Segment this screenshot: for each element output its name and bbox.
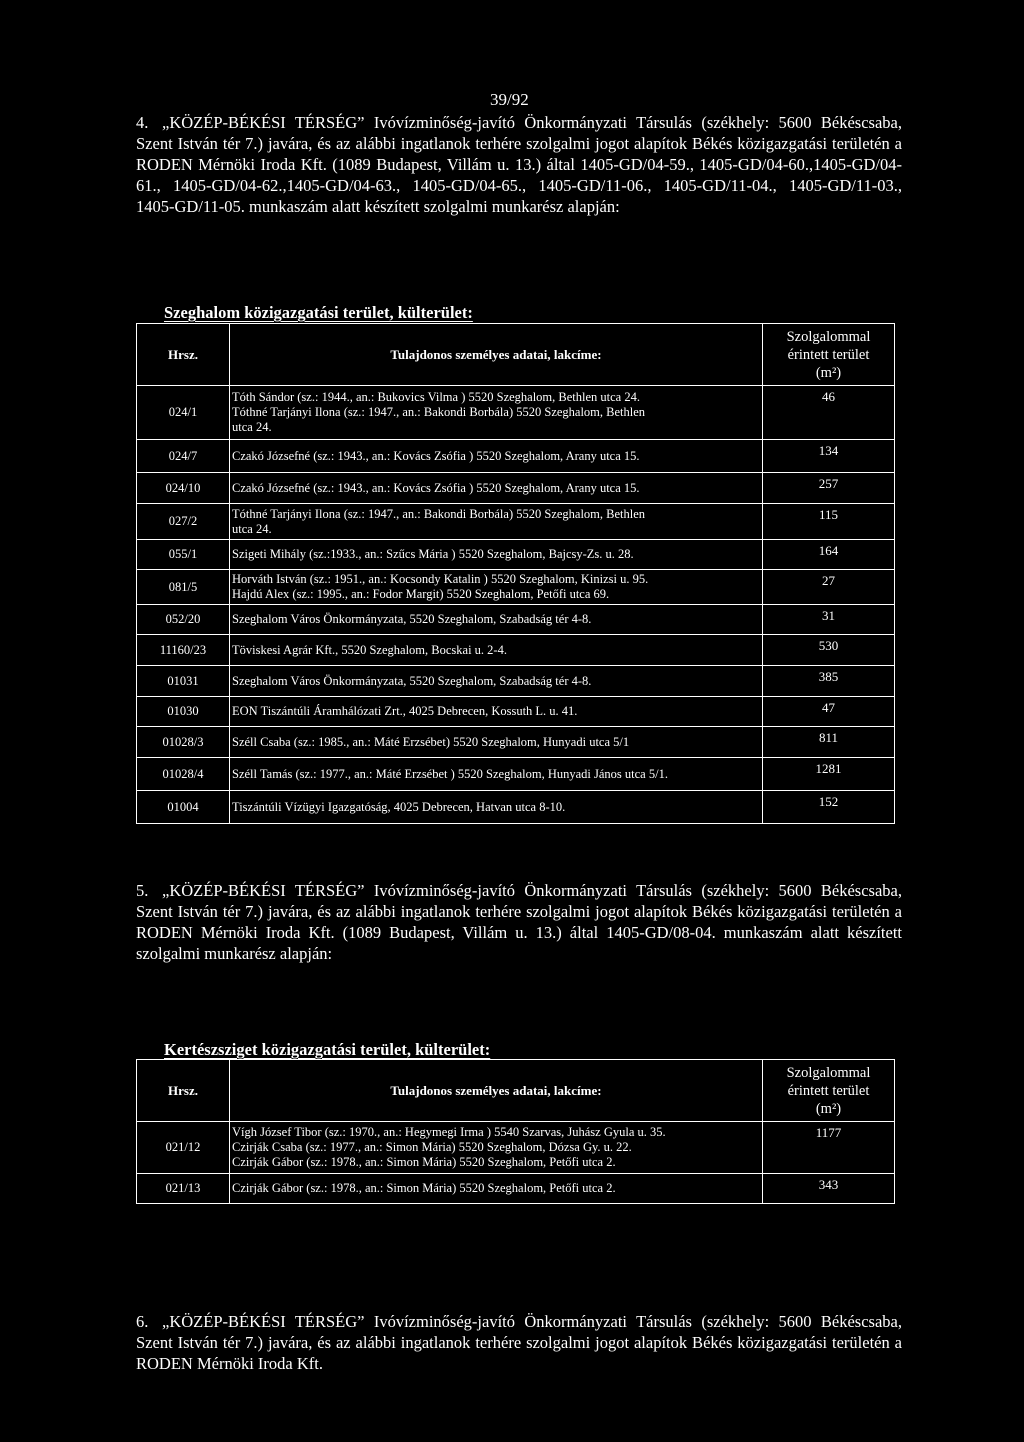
header-hrsz: Hrsz. [137, 324, 230, 386]
section-5 [136, 880, 902, 964]
cell-owner [230, 605, 763, 635]
owner-line: Szeghalom Város Önkormányzata, 5520 Szeghalom, Szabadság tér 4-8. [232, 612, 592, 626]
owner-line: Tóth Sándor (sz.: 1944., an.: Bukovics Vilma ) 5520 Szeghalom, Bethlen utca 24. [232, 390, 640, 404]
owner-line: Széll Csaba (sz.: 1985., an.: Máté Erzsébet) 5520 Szeghalom, Hunyadi utca 5/1 [232, 734, 630, 749]
table-header-row [137, 1060, 895, 1122]
header-area [763, 1060, 895, 1122]
section-paragraph [136, 880, 902, 964]
owner-line: Vígh József Tibor (sz.: 1970., an.: Hegymegi Irma ) 5540 Szarvas, Juhász Gyula u. 35. [232, 1125, 666, 1139]
cell-hrsz: 01028/3 [137, 727, 230, 758]
cell-area: 152 [763, 791, 895, 824]
section-number: 6. [136, 1312, 149, 1331]
cell-owner [230, 791, 763, 824]
table-row [137, 386, 895, 440]
cell-owner [230, 540, 763, 570]
owner-line: utca 24. [232, 420, 272, 434]
table-row [137, 504, 895, 540]
table-row [137, 540, 895, 570]
header-area-line: Szolgalommal [786, 328, 871, 345]
cell-owner [230, 1122, 763, 1174]
cell-hrsz: 024/1 [137, 386, 230, 440]
section-text: „KÖZÉP-BÉKÉSI TÉRSÉG” Ivóvízminőség-javító Önkormányzati Társulás (székhely: 5600 Békéscsaba, Szent István tér 7.) javára, és az alábbi ingatlanok terhére szolgalmi jogot alapítok Békés közigazgatási területén a RODEN Mérnöki Iroda Kft. (1089 Budapest, Villám u. 13.) által 1405-GD/08-04. munkaszám alatt készített szolgalmi munkarész alapján: [136, 881, 902, 963]
owner-line: EON Tiszántúli Áramhálózati Zrt., 4025 Debrecen, Kossuth L. u. 41. [232, 704, 578, 718]
cell-area: 1177 [763, 1122, 895, 1174]
table-row [137, 605, 895, 635]
owner-line: Hajdú Alex (sz.: 1995., an.: Fodor Margit) 5520 Szeghalom, Petőfi utca 69. [232, 587, 610, 601]
owner-line: Szeghalom Város Önkormányzata, 5520 Szeghalom, Szabadság tér 4-8. [232, 673, 592, 688]
cell-owner [230, 440, 763, 473]
cell-area: 27 [763, 570, 895, 605]
property-table-kerteszsziget [136, 1059, 895, 1204]
cell-owner [230, 1174, 763, 1204]
cell-area: 164 [763, 540, 895, 570]
cell-hrsz: 027/2 [137, 504, 230, 540]
table-row [137, 635, 895, 666]
header-hrsz: Hrsz. [137, 1060, 230, 1122]
header-area-line: érintett terület [787, 346, 870, 363]
owner-line: Horváth István (sz.: 1951., an.: Kocsondy Katalin ) 5520 Szeghalom, Kinizsi u. 95. [232, 572, 649, 586]
owner-line: Szigeti Mihály (sz.:1933., an.: Szűcs Mária ) 5520 Szeghalom, Bajcsy-Zs. u. 28. [232, 547, 634, 561]
section-4 [136, 112, 902, 217]
cell-owner [230, 666, 763, 697]
cell-hrsz: 01028/4 [137, 758, 230, 791]
section-text: „KÖZÉP-BÉKÉSI TÉRSÉG” Ivóvízminőség-javító Önkormányzati Társulás (székhely: 5600 Békéscsaba, Szent István tér 7.) javára, és az alábbi ingatlanok terhére szolgalmi jogot alapítok Békés közigazgatási területén a RODEN Mérnöki Iroda Kft. (1089 Budapest, Villám u. 13.) által 1405-GD/04-59., 1405-GD/04-60.,1405-GD/04-61., 1405-GD/04-62.,1405-GD/04-63., 1405-GD/04-65., 1405-GD/11-06., 1405-GD/11-04., 1405-GD/11-03., 1405-GD/11-05. munkaszám alatt készített szolgalmi munkarész alapján: [136, 113, 902, 216]
cell-area: 31 [763, 605, 895, 635]
table1-heading: Szeghalom közigazgatási terület, külterület: [164, 303, 473, 322]
cell-owner [230, 473, 763, 504]
cell-hrsz: 024/10 [137, 473, 230, 504]
header-area [763, 324, 895, 386]
cell-area: 46 [763, 386, 895, 440]
cell-hrsz: 11160/23 [137, 635, 230, 666]
property-table-szeghalom [136, 323, 895, 824]
header-area-line: (m²) [815, 364, 842, 381]
table-row [137, 1174, 895, 1204]
table-row [137, 1122, 895, 1174]
table-row [137, 791, 895, 824]
cell-owner [230, 758, 763, 791]
owner-line: Tóthné Tarjányi Ilona (sz.: 1947., an.: Bakondi Borbála) 5520 Szeghalom, Bethlen [232, 506, 646, 521]
table-row [137, 440, 895, 473]
cell-owner [230, 386, 763, 440]
cell-hrsz: 01031 [137, 666, 230, 697]
cell-owner [230, 570, 763, 605]
table-row [137, 570, 895, 605]
cell-owner [230, 727, 763, 758]
owner-line: Czirják Gábor (sz.: 1978., an.: Simon Mária) 5520 Szeghalom, Petőfi utca 2. [232, 1155, 616, 1169]
cell-owner [230, 635, 763, 666]
table-row [137, 473, 895, 504]
table-row [137, 697, 895, 727]
cell-area: 134 [763, 440, 895, 473]
table-row [137, 758, 895, 791]
cell-hrsz: 01004 [137, 791, 230, 824]
section-paragraph [136, 1311, 902, 1374]
cell-area: 257 [763, 473, 895, 504]
owner-line: Tóthné Tarjányi Ilona (sz.: 1947., an.: Bakondi Borbála) 5520 Szeghalom, Bethlen [232, 405, 646, 419]
section-text: „KÖZÉP-BÉKÉSI TÉRSÉG” Ivóvízminőség-javító Önkormányzati Társulás (székhely: 5600 Békéscsaba, Szent István tér 7.) javára, és az alábbi ingatlanok terhére szolgalmi jogot alapítok Békés közigazgatási területén a RODEN Mérnöki Iroda Kft. [136, 1312, 902, 1373]
header-area-line: Szolgalommal [786, 1064, 871, 1081]
page-number: 39/92 [490, 90, 529, 109]
owner-line: Töviskesi Agrár Kft., 5520 Szeghalom, Bocskai u. 2-4. [232, 642, 507, 657]
cell-hrsz: 021/13 [137, 1174, 230, 1204]
cell-area: 47 [763, 697, 895, 727]
cell-area: 1281 [763, 758, 895, 791]
cell-area: 385 [763, 666, 895, 697]
cell-hrsz: 081/5 [137, 570, 230, 605]
cell-area: 115 [763, 504, 895, 540]
cell-owner [230, 504, 763, 540]
cell-hrsz: 055/1 [137, 540, 230, 570]
table-row [137, 727, 895, 758]
cell-area: 530 [763, 635, 895, 666]
header-owner: Tulajdonos személyes adatai, lakcíme: [230, 1060, 763, 1122]
section-number: 5. [136, 881, 149, 900]
owner-line: Czirják Csaba (sz.: 1977., an.: Simon Mária) 5520 Szeghalom, Dózsa Gy. u. 22. [232, 1140, 632, 1154]
section-paragraph [136, 112, 902, 217]
section-6 [136, 1311, 902, 1374]
cell-area: 343 [763, 1174, 895, 1204]
table2-heading: Kertészsziget közigazgatási terület, külterület: [164, 1040, 491, 1059]
owner-line: Czirják Gábor (sz.: 1978., an.: Simon Mária) 5520 Szeghalom, Petőfi utca 2. [232, 1181, 616, 1195]
header-area-line: érintett terület [787, 1082, 870, 1099]
owner-line: utca 24. [232, 521, 272, 536]
cell-hrsz: 024/7 [137, 440, 230, 473]
cell-hrsz: 01030 [137, 697, 230, 727]
header-area-line: (m²) [815, 1100, 842, 1117]
section-number: 4. [136, 113, 149, 132]
table-header-row [137, 324, 895, 386]
cell-hrsz: 052/20 [137, 605, 230, 635]
table-row [137, 666, 895, 697]
cell-area: 811 [763, 727, 895, 758]
owner-line: Czakó Józsefné (sz.: 1943., an.: Kovács Zsófia ) 5520 Szeghalom, Arany utca 15. [232, 480, 640, 495]
cell-owner [230, 697, 763, 727]
cell-hrsz: 021/12 [137, 1122, 230, 1174]
owner-line: Czakó Józsefné (sz.: 1943., an.: Kovács Zsófia ) 5520 Szeghalom, Arany utca 15. [232, 448, 640, 463]
owner-line: Tiszántúli Vízügyi Igazgatóság, 4025 Debrecen, Hatvan utca 8-10. [232, 799, 566, 814]
owner-line: Széll Tamás (sz.: 1977., an.: Máté Erzsébet ) 5520 Szeghalom, Hunyadi János utca 5/1. [232, 766, 668, 781]
header-owner: Tulajdonos személyes adatai, lakcíme: [230, 324, 763, 386]
